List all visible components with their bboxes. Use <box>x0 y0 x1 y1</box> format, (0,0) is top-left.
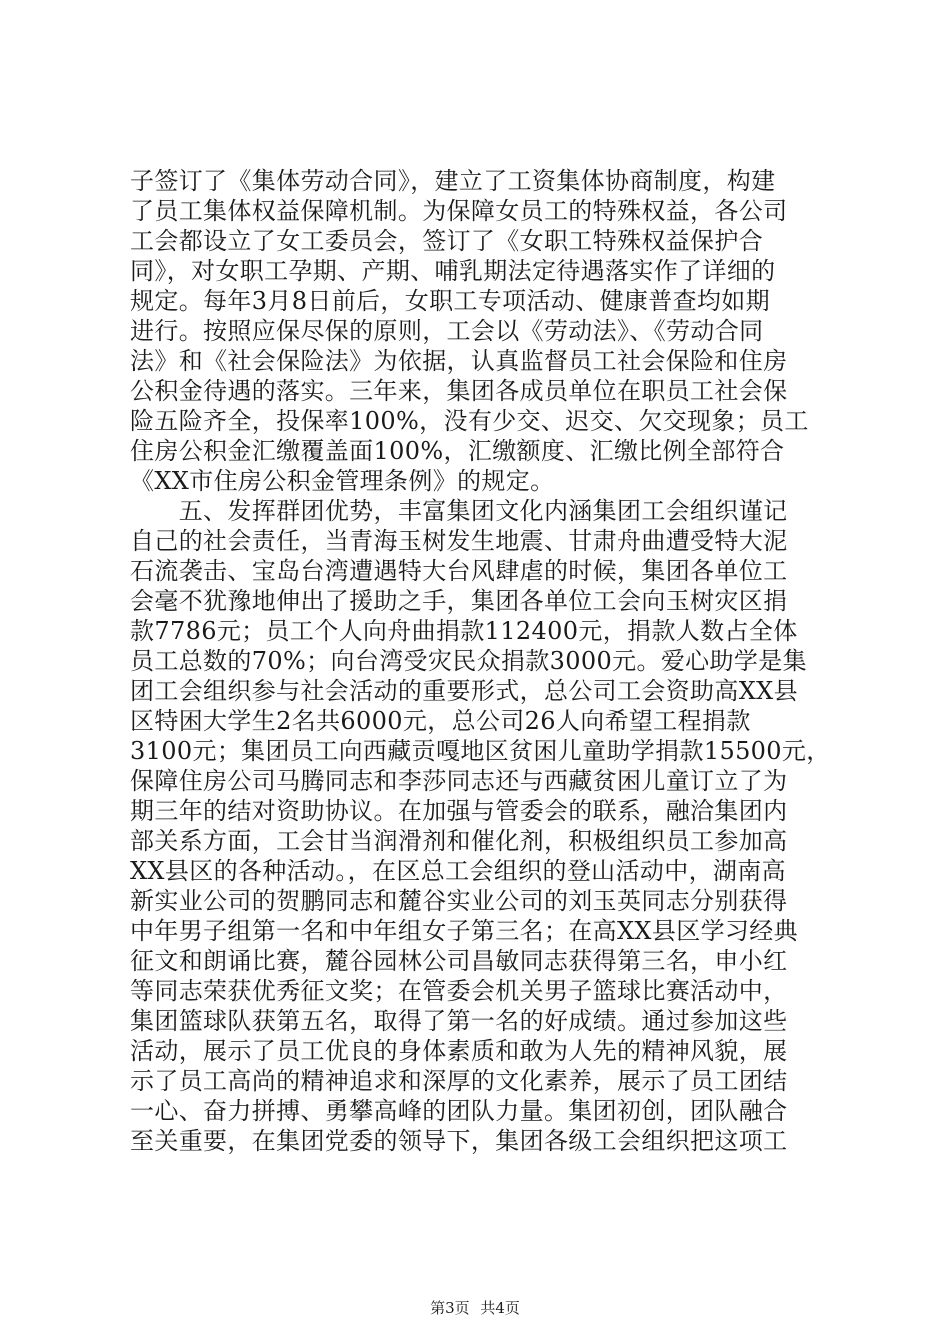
text-line: 款7786元；员工个人向舟曲捐款112400元，捐款人数占全体 <box>130 617 798 645</box>
text-line: 集团篮球队获第五名，取得了第一名的好成绩。通过参加这些 <box>130 1007 788 1035</box>
text-line: 法》和《社会保险法》为依据，认真监督员工社会保险和住房 <box>130 347 788 375</box>
text-line: 等同志荣获优秀征文奖；在管委会机关男子篮球比赛活动中， <box>130 977 788 1005</box>
page-number: 第3页 <box>430 1299 470 1317</box>
text-line: 期三年的结对资助协议。在加强与管委会的联系，融洽集团内 <box>130 797 788 825</box>
text-line: 至关重要，在集团党委的领导下，集团各级工会组织把这项工 <box>130 1127 788 1155</box>
text-line: 自己的社会责任，当青海玉树发生地震、甘肃舟曲遭受特大泥 <box>130 527 788 555</box>
text-line: 同》，对女职工孕期、产期、哺乳期法定待遇落实作了详细的 <box>130 257 776 285</box>
text-line: 五、发挥群团优势，丰富集团文化内涵集团工会组织谨记 <box>130 497 788 525</box>
text-line: 进行。按照应保尽保的原则，工会以《劳动法》、《劳动合同 <box>130 317 764 345</box>
text-line: 团工会组织参与社会活动的重要形式，总公司工会资助高XX县 <box>130 677 798 705</box>
page-footer <box>0 1298 950 1318</box>
text-line: 子签订了《集体劳动合同》，建立了工资集体协商制度，构建 <box>130 167 776 195</box>
text-line: 了员工集体权益保障机制。为保障女员工的特殊权益，各公司 <box>130 197 788 225</box>
text-line: 3100元；集团员工向西藏贡嘎地区贫困儿童助学捐款15500元， <box>130 737 831 765</box>
text-line: 公积金待遇的落实。三年来，集团各成员单位在职员工社会保 <box>130 377 788 405</box>
text-line: XX县区的各种活动。，在区总工会组织的登山活动中，湖南高 <box>130 857 786 885</box>
text-line: 会毫不犹豫地伸出了援助之手，集团各单位工会向玉树灾区捐 <box>130 587 788 615</box>
text-line: 一心、奋力拼搏、勇攀高峰的团队力量。集团初创，团队融合 <box>130 1097 788 1125</box>
text-line: 石流袭击、宝岛台湾遭遇特大台风肆虐的时候，集团各单位工 <box>130 557 788 585</box>
text-line: 中年男子组第一名和中年组女子第三名；在高XX县区学习经典 <box>130 917 798 945</box>
text-line: 区特困大学生2名共6000元，总公司26人向希望工程捐款 <box>130 707 751 735</box>
text-line: 员工总数的70%；向台湾受灾民众捐款3000元。爱心助学是集 <box>130 647 807 675</box>
text-line: 征文和朗诵比赛，麓谷园林公司昌敏同志获得第三名，申小红 <box>130 947 788 975</box>
text-line: 险五险齐全，投保率100%，没有少交、迟交、欠交现象；员工 <box>130 407 809 435</box>
text-line: 规定。每年3月8日前后，女职工专项活动、健康普查均如期 <box>130 287 770 315</box>
page-total: 共4页 <box>480 1299 520 1317</box>
text-line: 示了员工高尚的精神追求和深厚的文化素养，展示了员工团结 <box>130 1067 788 1095</box>
text-line: 住房公积金汇缴覆盖面100%，汇缴额度、汇缴比例全部符合 <box>130 437 785 465</box>
text-line: 工会都设立了女工委员会，签订了《女职工特殊权益保护合 <box>130 227 764 255</box>
text-line: 《XX市住房公积金管理条例》的规定。 <box>130 467 555 495</box>
text-line: 保障住房公司马腾同志和李莎同志还与西藏贫困儿童订立了为 <box>130 767 788 795</box>
text-line: 部关系方面，工会甘当润滑剂和催化剂，积极组织员工参加高 <box>130 827 788 855</box>
text-line: 活动，展示了员工优良的身体素质和敢为人先的精神风貌，展 <box>130 1037 788 1065</box>
document-body <box>130 166 831 1156</box>
text-line: 新实业公司的贺鹏同志和麓谷实业公司的刘玉英同志分别获得 <box>130 887 788 915</box>
